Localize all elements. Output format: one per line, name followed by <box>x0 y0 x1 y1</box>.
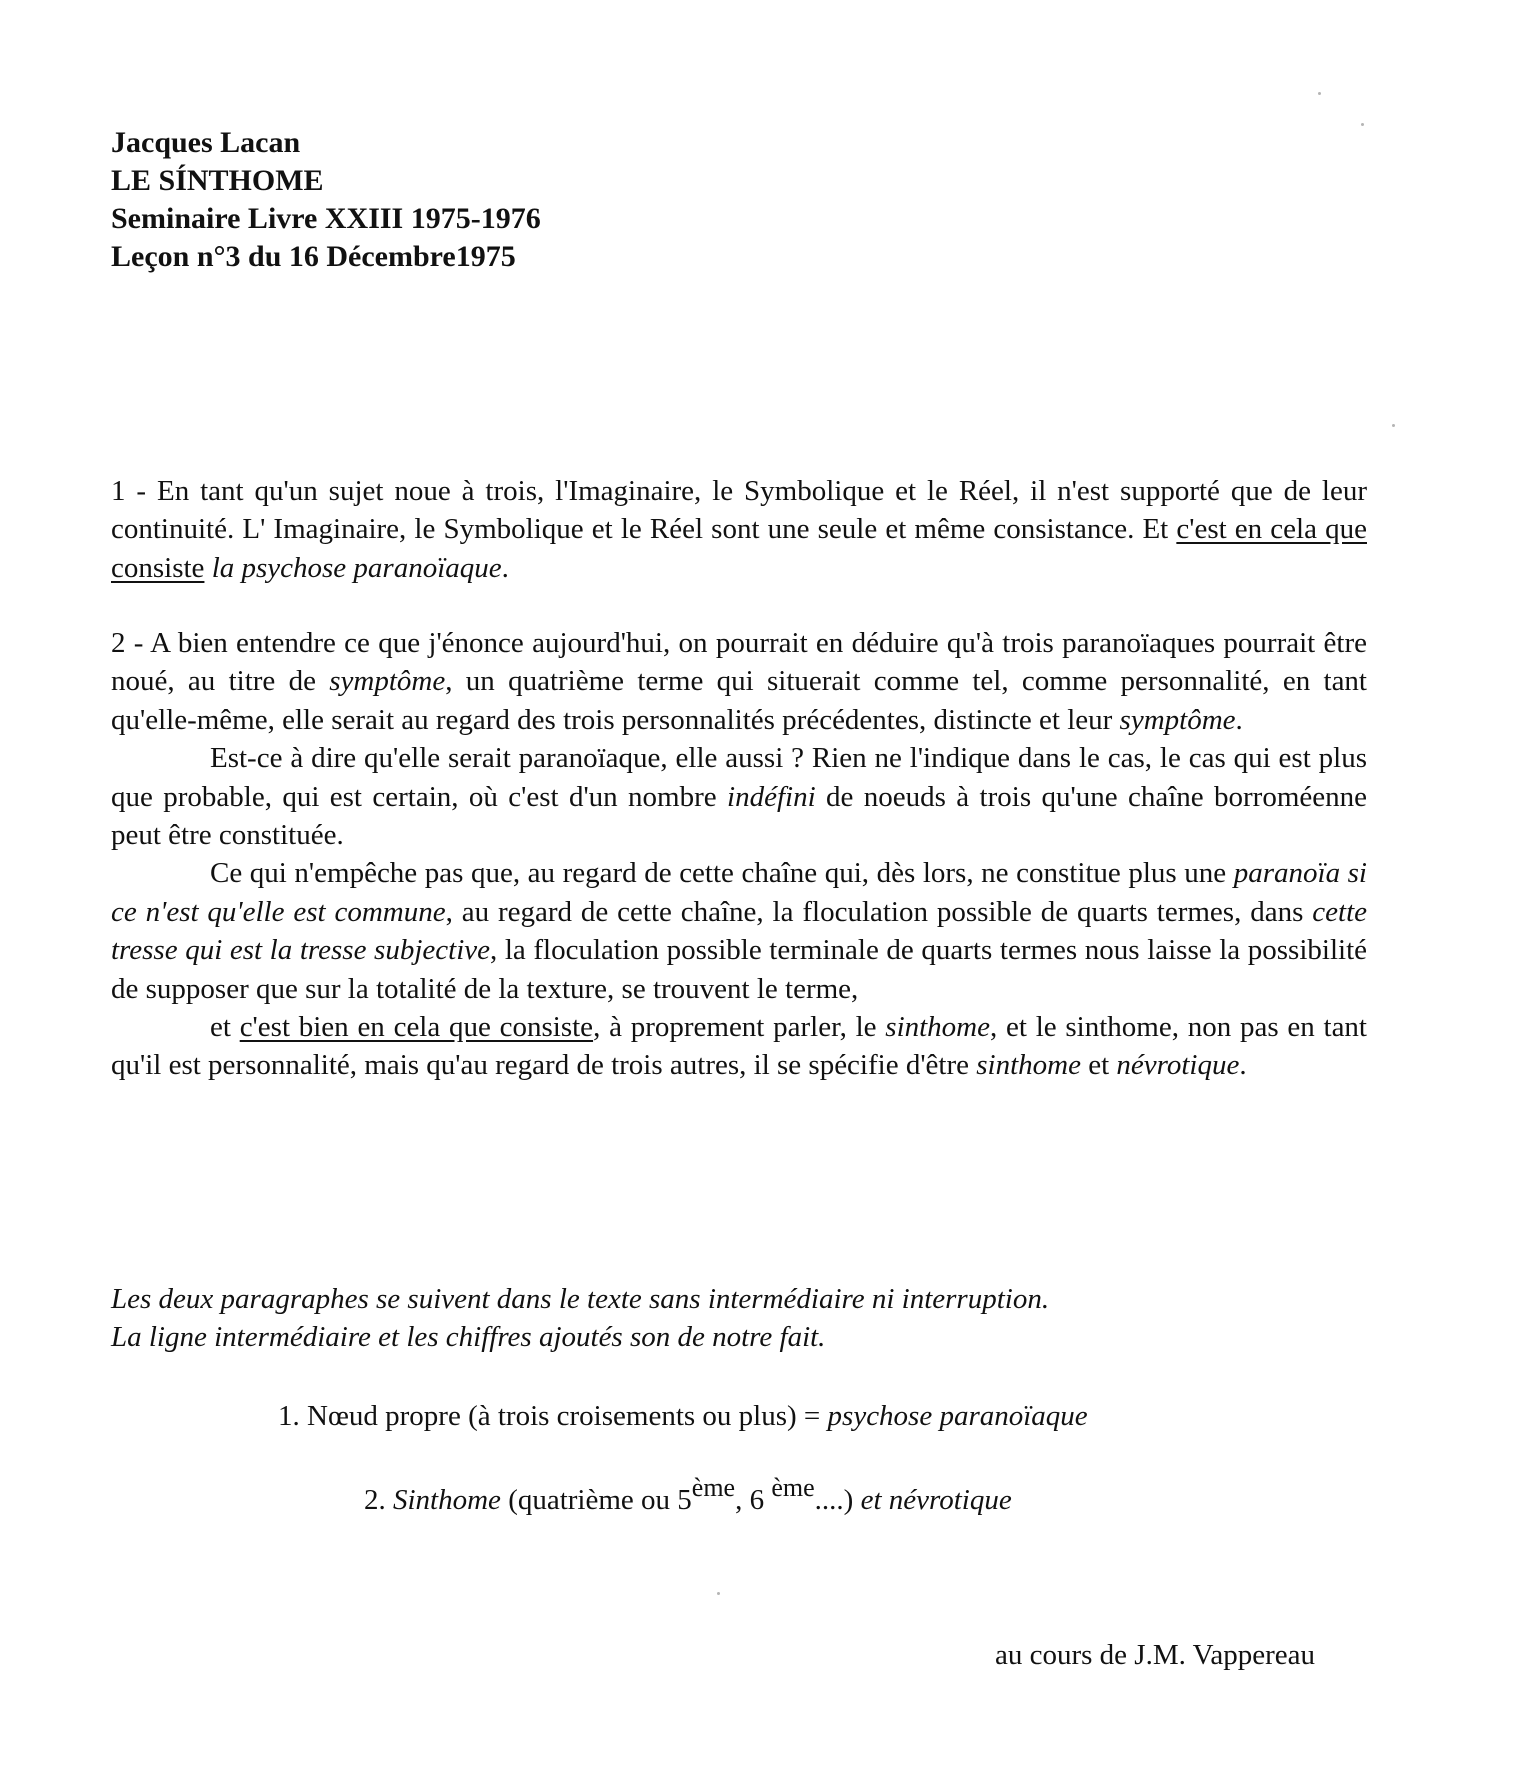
summary-item-1 <box>278 1397 1088 1435</box>
scan-speck <box>1361 123 1364 126</box>
summary-item-2-text-a: (quatrième ou 5 <box>500 1484 692 1516</box>
credit-line: au cours de J.M. Vappereau <box>995 1639 1315 1671</box>
p2-3-b: , au regard de cette chaîne, la floculation possible de quarts termes, dans <box>445 895 1313 928</box>
p1-underlined: c'est en cela que consiste <box>111 513 1367 584</box>
p1-lead: 1 - En tant qu'un sujet noue à trois, l'Imaginaire, le Symbolique et le Réel, il n'est supporté que de leur continuité. L' Imaginaire, le Symbolique et le Réel sont une seule et même consistance. Et <box>111 475 1367 546</box>
p2-2-b: de noeuds à trois qu'une chaîne borroméenne peut être constituée. <box>111 780 1368 852</box>
paragraph-2-part-3 <box>111 854 1367 1008</box>
scan-speck <box>717 1592 720 1595</box>
editor-note-line-1: Les deux paragraphes se suivent dans le texte sans intermédiaire ni interruption. <box>111 1283 1050 1315</box>
summary-item-2-text-c: ....) <box>814 1484 861 1516</box>
p2-3-italic-2: cette tresse qui est la tresse subjective <box>111 895 1367 967</box>
summary-item-2-italic-2: et névrotique <box>860 1484 1012 1516</box>
p2-4-italic-1: sinthome <box>885 1011 990 1044</box>
scan-speck <box>1392 424 1395 427</box>
p2-1-italic-1: symptôme <box>329 665 446 698</box>
paragraph-2-part-4 <box>111 1008 1367 1085</box>
p1-end: . <box>501 551 509 584</box>
p1-italic: la psychose paranoïaque <box>211 551 502 584</box>
p2-1-a: 2 - A bien entendre ce que j'énonce aujourd'hui, on pourrait en déduire qu'à trois paranoïaques pourrait être noué, au titre de <box>111 627 1367 698</box>
document-header <box>111 124 541 276</box>
p2-4-e: . <box>1239 1049 1247 1082</box>
p2-1-italic-2: symptôme <box>1119 703 1236 736</box>
summary-item-1-italic: psychose paranoïaque <box>827 1400 1088 1432</box>
summary-item-2-sup-2: ème <box>771 1473 815 1503</box>
p2-4-c: , et le sinthome, non pas en tant qu'il est personnalité, mais qu'au regard de trois autres, il se spécifie d'être <box>111 1011 1367 1082</box>
p2-3-a: Ce qui n'empêche pas que, au regard de cette chaîne qui, dès lors, ne constitue plus une <box>210 857 1234 890</box>
summary-item-2 <box>364 1473 1012 1519</box>
lesson-line: Leçon n°3 du 16 Décembre1975 <box>111 240 516 273</box>
editor-note-line-2: La ligne intermédiaire et les chiffres ajoutés son de notre fait. <box>111 1321 826 1353</box>
p2-4-italic-2: sinthome <box>976 1049 1081 1082</box>
summary-item-2-italic-1: Sinthome <box>393 1484 501 1516</box>
author-line: Jacques Lacan <box>111 126 301 159</box>
paragraph-2-part-2 <box>111 739 1367 854</box>
p2-4-underlined: c'est bien en cela que consiste <box>239 1011 594 1044</box>
p2-4-d: et <box>1080 1049 1117 1082</box>
p2-2-italic: indéfini <box>727 780 816 813</box>
summary-item-2-number: 2. <box>364 1484 393 1516</box>
p2-1-c: . <box>1235 703 1243 736</box>
title-line: LE SÍNTHOME <box>111 164 324 197</box>
paragraph-1 <box>111 472 1367 587</box>
scan-speck <box>1318 92 1321 95</box>
paragraph-2 <box>111 624 1367 1085</box>
paragraph-1-text <box>111 472 1367 587</box>
p2-1-b: , un quatrième terme qui situerait comme tel, comme personnalité, en tant qu'elle-même, elle serait au regard des trois personnalités précédentes, distincte et leur <box>111 665 1367 736</box>
summary-item-2-text-b: , 6 <box>735 1484 772 1516</box>
summary-item-2-sup-1: ème <box>691 1473 736 1503</box>
p2-3-italic-1: paranoïa si ce n'est qu'elle est commune <box>111 857 1367 928</box>
p2-2-a: Est-ce à dire qu'elle serait paranoïaque, elle aussi ? Rien ne l'indique dans le cas, le cas qui est plus que probable, qui est certain, où c'est d'un nombre <box>111 742 1367 813</box>
summary-item-1-text: 1. Nœud propre (à trois croisements ou plus) = <box>278 1400 828 1432</box>
p1-space <box>204 552 211 584</box>
p2-3-c: , la floculation possible terminale de quarts termes nous laisse la possibilité de supposer que sur la totalité de la texture, se trouvent le terme, <box>111 934 1368 1005</box>
editor-note <box>111 1280 1049 1356</box>
paragraph-2-part-1 <box>111 624 1367 739</box>
p2-4-a: et <box>210 1011 240 1044</box>
seminar-line: Seminaire Livre XXIII 1975-1976 <box>111 202 541 235</box>
p2-4-b: , à proprement parler, le <box>593 1011 886 1044</box>
p2-4-italic-3: névrotique <box>1116 1049 1240 1082</box>
